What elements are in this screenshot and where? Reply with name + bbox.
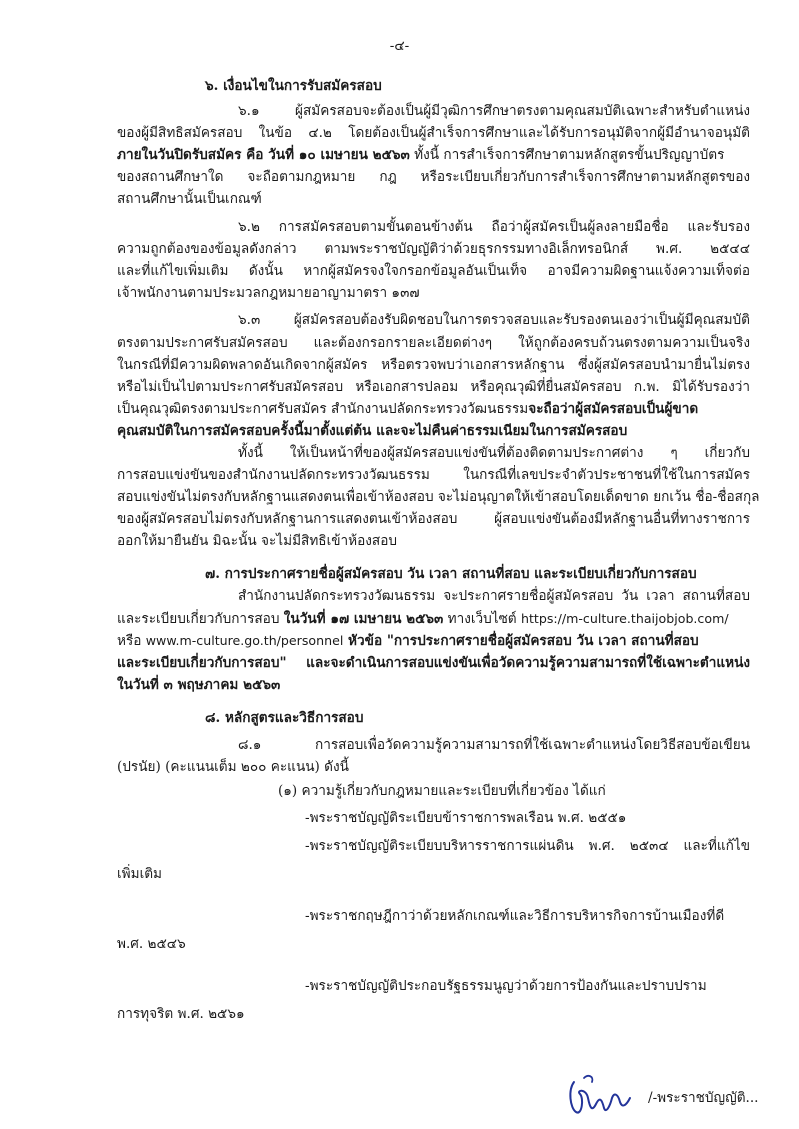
personnel-link[interactable]: www.m-culture.go.th/personnel [145, 633, 344, 648]
s7-line5: ในวันที่ ๓ พฤษภาคม ๒๕๖๓ [117, 677, 281, 693]
law-item-3: -พระราชกฤษฎีกาว่าด้วยหลักเกณฑ์และวิธีการบริหารกิจการบ้านเมืองที่ดี [305, 908, 725, 924]
law-item-2: -พระราชบัญญัติระเบียบบริหารราชการแผ่นดิน พ.ศ. ๒๕๓๔ และที่แก้ไข [305, 838, 750, 854]
s7-line3 [117, 631, 699, 651]
s6-p1-line5: สถานศึกษานั้นเป็นเกณฑ์ [117, 191, 262, 207]
s6-p3-line5-normal: เป็นคุณวุฒิตรงตามประกาศรับสมัคร สำนักงานปลัดกระทรวงวัฒนธรรม [117, 401, 529, 417]
page-number: -๔- [389, 38, 410, 54]
s6-p2-line2: ความถูกต้องของข้อมูลดังกล่าว ตามพระราชบัญญัติว่าด้วยธุรกรรมทางอิเล็กทรอนิกส์ พ.ศ. ๒๕๔๔ [117, 241, 750, 257]
s6-p3-line4: หรือไม่เป็นไปตามประกาศรับสมัครสอบ หรือเอกสารปลอม หรือคุณวุฒิที่ยื่นสมัครสอบ ก.พ. มิได้รับรองว่า [117, 379, 750, 395]
s6-p4-line5: ออกให้มายืนยัน มิฉะนั้น จะไม่มีสิทธิเข้าห้องสอบ [117, 533, 398, 549]
s6-p2-line1: ๖.๒ การสมัครสอบตามขั้นตอนข้างต้น ถือว่าผู้สมัครเป็นผู้ลงลายมือชื่อ และรับรอง [238, 219, 750, 235]
s8-line2: (ปรนัย) (คะแนนเต็ม ๒๐๐ คะแนน) ดังนี้ [117, 759, 349, 775]
law-item-4-cont: การทุจริต พ.ศ. ๒๕๖๑ [117, 1006, 245, 1022]
section-7-heading: ๗. การประกาศรายชื่อผู้สมัครสอบ วัน เวลา สถานที่สอบ และระเบียบเกี่ยวกับการสอบ [205, 566, 697, 582]
law-item-3-cont: พ.ศ. ๒๕๔๖ [117, 936, 186, 952]
s6-p3-line3: ในกรณีที่มีความผิดพลาดอันเกิดจากผู้สมัคร หรือตรวจพบว่าเอกสารหลักฐาน ซึ่งผู้สมัครสอบนำมายื่นไม่ตรง [117, 357, 750, 373]
s6-p3-line5 [117, 399, 698, 419]
section-6-heading: ๖. เงื่อนไขในการรับสมัครสอบ [205, 78, 382, 94]
law-item-1: -พระราชบัญญัติระเบียบข้าราชการพลเรือน พ.ศ. ๒๕๕๑ [305, 810, 627, 826]
s6-p4-line4: ของผู้สมัครสอบไม่ตรงกับหลักฐานการแสดงตนเข้าห้องสอบ ผู้สอบแข่งขันต้องมีหลักฐานอื่นที่ทางราชการ [117, 511, 750, 527]
s6-p1-line4: ของสถานศึกษาใด จะถือตามกฎหมาย กฎ หรือระเบียบเกี่ยวกับการสำเร็จการศึกษาตามหลักสูตรของ [117, 169, 750, 185]
s6-p4-line2: การสอบแข่งขันของสำนักงานปลัดกระทรวงวัฒนธรรม ในกรณีที่เลขประจำตัวประชาชนที่ใช้ในการสมัคร [117, 467, 750, 483]
deadline-text: ภายในวันปิดรับสมัคร คือ วันที่ ๑๐ เมษายน ๒๕๖๓ [117, 147, 410, 163]
section-8-heading: ๘. หลักสูตรและวิธีการสอบ [205, 710, 364, 726]
s8-line1: ๘.๑ การสอบเพื่อวัดความรู้ความสามารถที่ใช้เฉพาะตำแหน่งโดยวิธีสอบข้อเขียน [238, 737, 750, 753]
s7-line3-prefix: หรือ [117, 633, 146, 649]
s6-p1-line3 [117, 145, 724, 165]
s6-p1-line3-rest: ทั้งนี้ การสำเร็จการศึกษาตามหลักสูตรขั้นปริญญาบัตร [409, 147, 725, 163]
s6-p2-line3: และที่แก้ไขเพิ่มเติม ดังนั้น หากผู้สมัครจงใจกรอกข้อมูลอันเป็นเท็จ อาจมีความผิดฐานแจ้งความเท็จต่อ [117, 263, 750, 279]
s6-p3-line2: ตรงตามประกาศรับสมัครสอบ และต้องกรอกรายละเอียดต่างๆ ให้ถูกต้องครบถ้วนตรงตามความเป็นจริง [117, 335, 750, 351]
s6-p2-line4: เจ้าพนักงานตามประมวลกฎหมายอาญามาตรา ๑๓๗ [117, 285, 420, 301]
s8-subheading-1: (๑) ความรู้เกี่ยวกับกฎหมายและระเบียบที่เกี่ยวข้อง ได้แก่ [278, 783, 606, 799]
s6-p1-line2: ของผู้มีสิทธิสมัครสอบ ในข้อ ๔.๒ โดยต้องเป็นผู้สำเร็จการศึกษาและได้รับการอนุมัติจากผู้มีอำนาจอนุมัติ [117, 125, 750, 141]
s6-p3-line5-bold: จะถือว่าผู้สมัครสอบเป็นผู้ขาด [528, 401, 699, 417]
s6-p1-line1: ๖.๑ ผู้สมัครสอบจะต้องเป็นผู้มีวุฒิการศึกษาตรงตามคุณสมบัติเฉพาะสำหรับตำแหน่ง [238, 103, 750, 119]
s6-p3-line6: คุณสมบัติในการสมัครสอบครั้งนี้มาตั้งแต่ต้น และจะไม่คืนค่าธรรมเนียมในการสมัครสอบ [117, 423, 628, 439]
website-link[interactable]: https://m-culture.thaijobjob.com/ [520, 611, 729, 626]
s7-line1: สำนักงานปลัดกระทรวงวัฒนธรรม จะประกาศรายชื่อผู้สมัครสอบ วัน เวลา สถานที่สอบ [238, 588, 750, 604]
s7-line2 [117, 609, 729, 629]
law-item-2-cont: เพิ่มเติม [117, 866, 163, 882]
s6-p4-line3: สอบแข่งขันไม่ตรงกับหลักฐานแสดงตนเพื่อเข้าห้องสอบ จะไม่อนุญาตให้เข้าสอบโดยเด็ดขาด ยกเว้น ชื่อ-ชื่อสกุล [117, 489, 760, 505]
law-item-4: -พระราชบัญญัติประกอบรัฐธรรมนูญว่าด้วยการป้องกันและปราบปราม [305, 978, 707, 994]
s6-p4-line1: ทั้งนี้ ให้เป็นหน้าที่ของผู้สมัครสอบแข่งขันที่ต้องติดตามประกาศต่าง ๆ เกี่ยวกับ [238, 445, 750, 461]
continuation-note: /-พระราชบัญญัติ... [648, 1090, 759, 1106]
s7-line2-mid: ทางเว็บไซต์ [443, 611, 521, 627]
signature-drawing [566, 1068, 636, 1120]
s6-p3-line1: ๖.๓ ผู้สมัครสอบต้องรับผิดชอบในการตรวจสอบและรับรองตนเองว่าเป็นผู้มีคุณสมบัติ [238, 312, 750, 328]
announce-date: ในวันที่ ๑๗ เมษายน ๒๕๖๓ [283, 611, 444, 627]
s7-line3-bold: หัวข้อ "การประกาศรายชื่อผู้สมัครสอบ วัน เวลา สถานที่สอบ [343, 633, 699, 649]
s7-line2-normal: และระเบียบเกี่ยวกับการสอบ [117, 611, 284, 627]
s7-line4: และระเบียบเกี่ยวกับการสอบ" และจะดำเนินการสอบแข่งขันเพื่อวัดความรู้ความสามารถที่ใช้เฉพาะตำแหน่ง [117, 655, 750, 671]
